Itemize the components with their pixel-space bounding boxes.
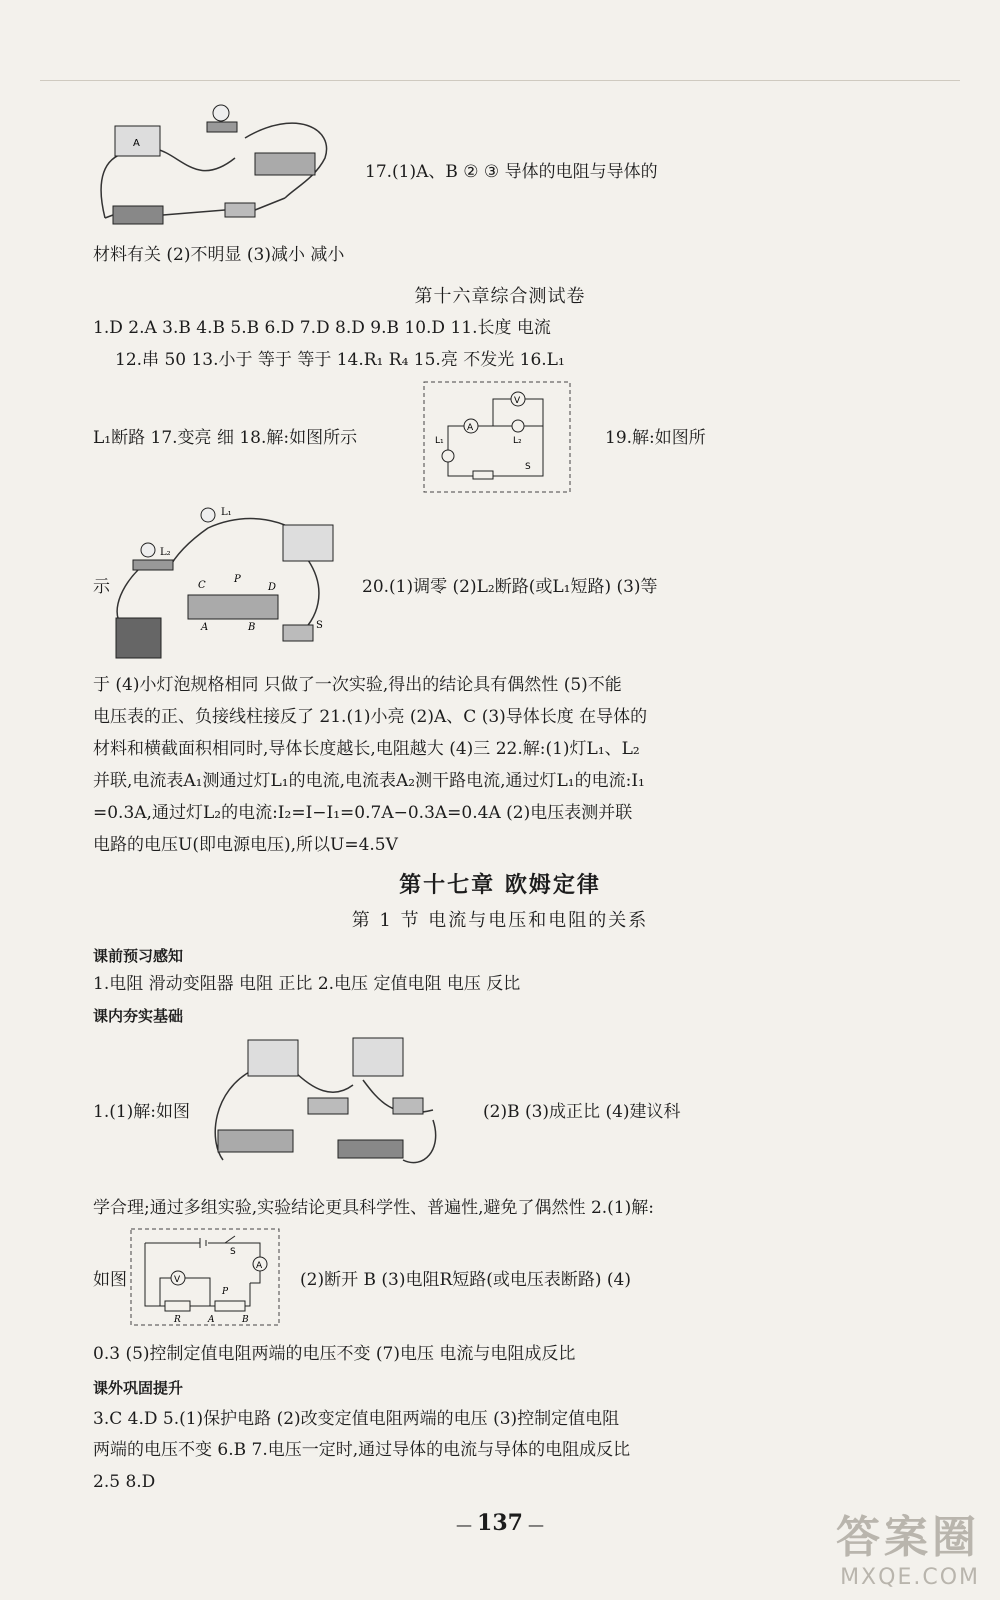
wiring-figure-17	[95, 98, 345, 233]
circuit-diagram-18	[423, 381, 571, 493]
answer-line: 0.3 (5)控制定值电阻两端的电压不变 (7)电压 电流与电阻成反比	[93, 1344, 576, 1364]
p-label: P	[234, 574, 241, 585]
answer-line: 20.(1)调零 (2)L₂断路(或L₁短路) (3)等	[362, 577, 658, 597]
answer-line: 1.D 2.A 3.B 4.B 5.B 6.D 7.D 8.D 9.B 10.D 11.长度 电流	[93, 318, 551, 338]
answer-line: 12.串 50 13.小于 等于 等于 14.R₁ R₄ 15.亮 不发光 16.L₁	[115, 350, 565, 370]
answer-line: 两端的电压不变 6.B 7.电压一定时,通过导体的电流与导体的电阻成反比	[93, 1440, 631, 1460]
subheading-in: 课内夯实基础	[93, 1007, 184, 1025]
l1-label: L₁	[221, 507, 232, 518]
voltmeter-label: V	[514, 396, 521, 406]
subheading-pre: 课前预习感知	[93, 947, 184, 965]
s-label: S	[316, 620, 323, 631]
switch-label: S	[525, 462, 531, 472]
a-label: A	[201, 622, 209, 633]
r-label: R	[174, 1315, 181, 1325]
answer-line: 1.(1)解:如图	[93, 1102, 191, 1122]
b-label: B	[248, 622, 256, 633]
c-label: C	[198, 580, 206, 591]
top-rule	[40, 80, 960, 81]
section-title: 第 1 节 电流与电压和电阻的关系	[351, 910, 649, 931]
wiring-figure-1	[203, 1030, 443, 1180]
answer-line: 3.C 4.D 5.(1)保护电路 (2)改变定值电阻两端的电压 (3)控制定值电阻	[93, 1409, 620, 1429]
answer-line: 学合理;通过多组实验,实验结论更具科学性、普遍性,避免了偶然性 2.(1)解:	[93, 1198, 654, 1218]
watermark	[836, 1501, 980, 1590]
test-title: 第十六章综合测试卷	[414, 286, 586, 307]
answer-line: 1.电阻 滑动变阻器 电阻 正比 2.电压 定值电阻 电压 反比	[93, 974, 521, 994]
p-label: P	[222, 1287, 229, 1297]
voltmeter-label: V	[174, 1275, 181, 1285]
switch-label: S	[230, 1247, 236, 1257]
answer-line: 2.5 8.D	[93, 1472, 156, 1492]
chapter-title: 第十七章 欧姆定律	[399, 873, 601, 898]
answer-line: 于 (4)小灯泡规格相同 只做了一次实验,得出的结论具有偶然性 (5)不能	[93, 675, 622, 695]
answer-line: 并联,电流表A₁测通过灯L₁的电流,电流表A₂测干路电流,通过灯L₁的电流:I₁	[93, 771, 645, 791]
l2-label: L₂	[160, 547, 171, 558]
a-label: A	[208, 1315, 215, 1325]
answer-line: L₁断路 17.变亮 细 18.解:如图所示	[93, 428, 358, 448]
d-label: D	[268, 582, 277, 593]
answer-line: 电压表的正、负接线柱接反了 21.(1)小亮 (2)A、C (3)导体长度 在导体的	[93, 707, 648, 727]
answer-line: 材料有关 (2)不明显 (3)减小 减小	[93, 245, 345, 265]
watermark-url: MXQE.COM	[840, 1565, 980, 1590]
answer-line: 如图	[93, 1270, 127, 1290]
circuit-diagram-2	[130, 1228, 280, 1326]
wiring-figure-19	[108, 500, 348, 665]
answer-line: (2)断开 B (3)电阻R短路(或电压表断路) (4)	[300, 1270, 632, 1290]
subheading-out: 课外巩固提升	[93, 1379, 184, 1397]
ammeter-label: A	[256, 1261, 263, 1271]
l1-label: L₁	[435, 436, 444, 446]
answer-line: 17.(1)A、B ② ③ 导体的电阻与导体的	[365, 162, 658, 182]
watermark-logo: 答案圈	[836, 1512, 980, 1563]
answer-line: 示	[93, 577, 110, 597]
answer-line: =0.3A,通过灯L₂的电流:I₂=I−I₁=0.7A−0.3A=0.4A (2)电压表测并联	[93, 803, 633, 823]
page-number: — 137 —	[455, 1510, 545, 1536]
answer-line: 材料和横截面积相同时,导体长度越长,电阻越大 (4)三 22.解:(1)灯L₁、L₂	[93, 739, 640, 759]
answer-line: 电路的电压U(即电源电压),所以U=4.5V	[93, 835, 398, 855]
svg-text:A: A	[133, 138, 140, 149]
ammeter-label: A	[467, 423, 474, 433]
answer-line: (2)B (3)成正比 (4)建议科	[483, 1102, 681, 1122]
l2-label: L₂	[513, 436, 522, 446]
answer-line: 19.解:如图所	[605, 428, 706, 448]
b-label: B	[242, 1315, 249, 1325]
